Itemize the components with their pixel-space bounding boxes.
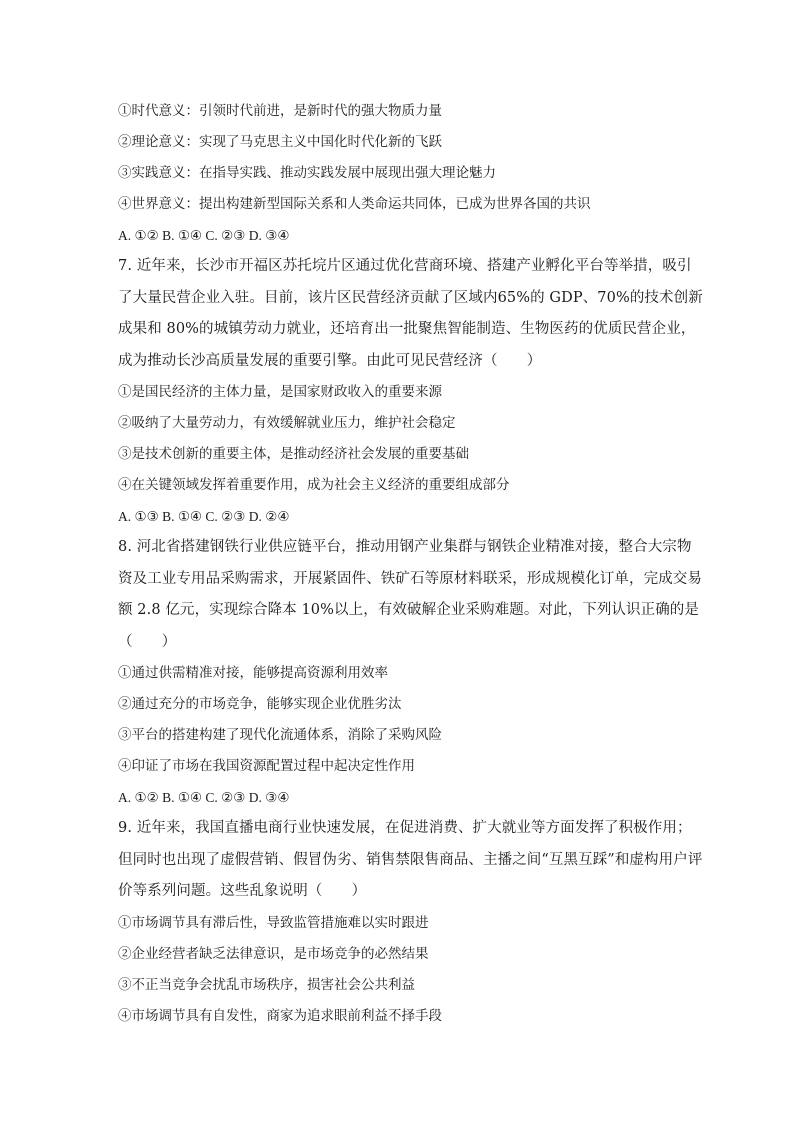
option-line: ③不正当竞争会扰乱市场秩序，损害社会公共利益 xyxy=(118,976,415,993)
question-7 xyxy=(118,251,703,532)
option-line: ①通过供需精准对接，能够提高资源利用效率 xyxy=(118,665,388,681)
answer-choices: A. ①② B. ①④ C. ②③ D. ③④ xyxy=(118,228,290,243)
question-6 xyxy=(118,96,678,251)
question-9 xyxy=(118,813,703,1032)
question-stem-line: 了大量民营企业入驻。目前，该片区民营经济贡献了区域内65%的 GDP、70%的技术创新 xyxy=(118,289,703,306)
question-8 xyxy=(118,532,702,813)
option-line: ④印证了市场在我国资源配置过程中起决定性作用 xyxy=(118,758,415,774)
question-stem-line: 成果和 80%的城镇劳动力就业，还培育出一批聚焦智能制造、生物医药的优质民营企业， xyxy=(118,321,696,337)
question-stem-line: 但同时也出现了虚假营销、假冒伪劣、销售禁限售商品、主播之间“互黑互踩”和虚构用户评 xyxy=(118,851,703,868)
exam-page xyxy=(118,96,703,1032)
option-line: ①市场调节具有滞后性，导致监管措施难以实时跟进 xyxy=(118,914,429,931)
option-line: ②企业经营者缺乏法律意识，是市场竞争的必然结果 xyxy=(118,945,429,962)
answer-choices: A. ①③ B. ①④ C. ②③ D. ②④ xyxy=(118,509,290,524)
option-line: ③平台的搭建构建了现代化流通体系，消除了采购风险 xyxy=(118,727,442,743)
question-stem-line: 资及工业专用品采购需求，开展紧固件、铁矿石等原材料联采，形成规模化订单，完成交易 xyxy=(118,570,702,587)
option-line: ④世界意义：提出构建新型国际关系和人类命运共同体，已成为世界各国的共识 xyxy=(118,196,591,212)
option-line: ④在关键领域发挥着重要作用，成为社会主义经济的重要组成部分 xyxy=(118,477,510,493)
option-line: ①是国民经济的主体力量，是国家财政收入的重要来源 xyxy=(118,384,442,400)
option-line: ④市场调节具有自发性，商家为追求眼前利益不择手段 xyxy=(118,1007,442,1024)
option-line: ②理论意义：实现了马克思主义中国化时代化新的飞跃 xyxy=(118,134,442,150)
question-stem-line: 9. 近年来，我国直播电商行业快速发展，在促进消费、扩大就业等方面发挥了积极作用； xyxy=(118,820,692,836)
option-line: ③实践意义：在指导实践、推动实践发展中展现出强大理论魅力 xyxy=(118,165,496,181)
question-stem-line: 7. 近年来，长沙市开福区苏托垸片区通过优化营商环境、搭建产业孵化平台等举措，吸引 xyxy=(118,258,692,274)
option-line: ③是技术创新的重要主体，是推动经济社会发展的重要基础 xyxy=(118,446,469,462)
question-stem-line: 额 2.8 亿元，实现综合降本 10%以上，有效破解企业采购难题。对此，下列认识正确的是 xyxy=(118,602,700,618)
question-stem-line: 成为推动长沙高质量发展的重要引擎。由此可见民营经济（ ） xyxy=(118,352,542,369)
answer-choices: A. ①② B. ①④ C. ②③ D. ③④ xyxy=(118,790,290,805)
question-stem-line: （ ） xyxy=(118,633,177,650)
option-line: ②吸纳了大量劳动力，有效缓解就业压力，维护社会稳定 xyxy=(118,415,456,431)
question-stem-line: 8. 河北省搭建钢铁行业供应链平台，推动用钢产业集群与钢铁企业精准对接，整合大宗物 xyxy=(118,539,692,555)
option-line: ①时代意义：引领时代前进，是新时代的强大物质力量 xyxy=(118,103,442,119)
option-line: ②通过充分的市场竞争，能够实现企业优胜劣汰 xyxy=(118,696,402,712)
question-stem-line: 价等系列问题。这些乱象说明（ ） xyxy=(118,883,367,899)
